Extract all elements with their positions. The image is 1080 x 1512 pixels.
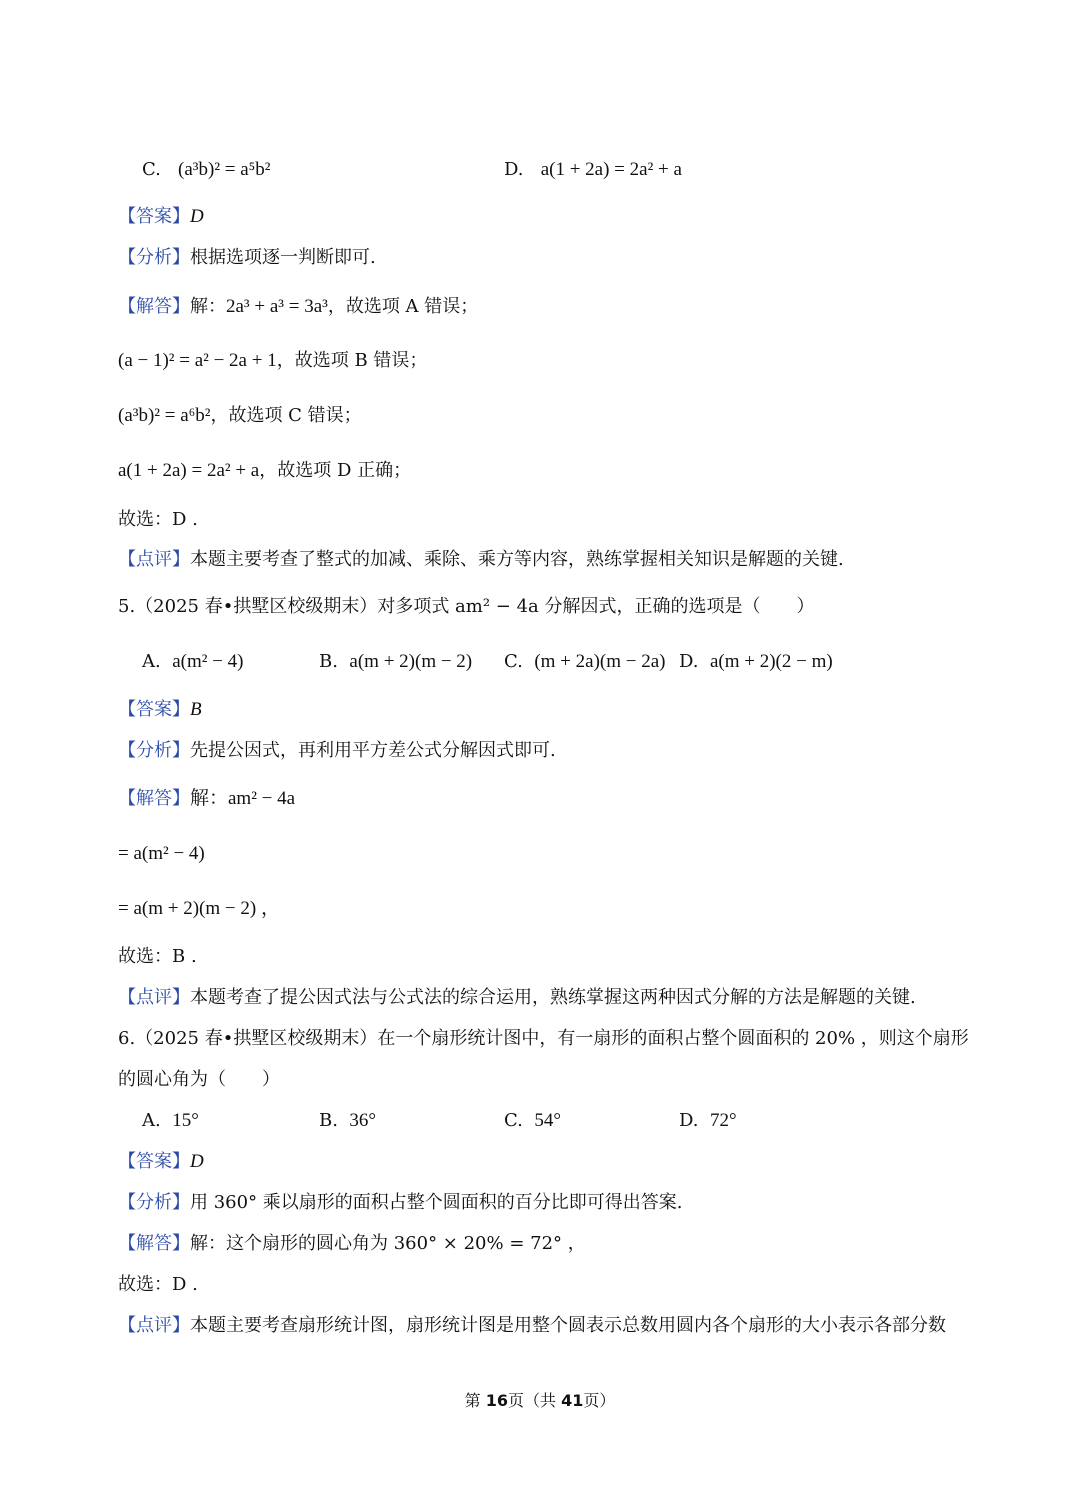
option-math: a(1 + 2a) = 2a² + a bbox=[540, 159, 682, 180]
q5-solution-step-2: = a(m + 2)(m − 2) ， bbox=[118, 898, 280, 919]
option-math: a(m² − 4) bbox=[172, 651, 244, 672]
q6-answer-row bbox=[118, 1148, 204, 1176]
analysis-label: 分析 bbox=[136, 1192, 172, 1213]
bracket: 【 bbox=[118, 296, 136, 317]
q5-option-c bbox=[504, 648, 665, 676]
option-value: 36° bbox=[349, 1110, 377, 1131]
bracket: 【 bbox=[118, 1151, 136, 1172]
comment-text: 本题主要考查了整式的加减、乘除、乘方等内容，熟练掌握相关知识是解题的关键. bbox=[190, 549, 844, 570]
q5-analysis-row bbox=[118, 737, 556, 765]
bracket: 】 bbox=[172, 1233, 190, 1254]
footer-mid: 页（共 bbox=[507, 1391, 562, 1410]
analysis-text: 用 360° 乘以扇形的面积占整个圆面积的百分比即可得出答案. bbox=[190, 1192, 683, 1213]
option-value: 54° bbox=[534, 1110, 561, 1131]
option-letter: C. bbox=[504, 651, 523, 672]
option-letter: D. bbox=[504, 159, 524, 180]
q5-option-d bbox=[679, 648, 833, 676]
option-letter: B. bbox=[319, 651, 338, 672]
solution-math: (a³b)² = a⁶b² bbox=[118, 405, 211, 426]
solution-text: 解：这个扇形的圆心角为 360° × 20% = 72° ， bbox=[190, 1233, 586, 1254]
q5-solution-step-1: = a(m² − 4) bbox=[118, 843, 205, 864]
bracket: 【 bbox=[118, 699, 136, 720]
comment-label: 点评 bbox=[136, 1315, 172, 1336]
bracket: 【 bbox=[118, 247, 136, 268]
answer-value: B bbox=[190, 699, 202, 720]
bracket: 】 bbox=[172, 549, 190, 570]
prev-analysis-row bbox=[118, 244, 376, 272]
bracket: 】 bbox=[172, 296, 190, 317]
answer-label: 答案 bbox=[136, 699, 172, 720]
prev-solution-line-4 bbox=[118, 457, 411, 485]
option-letter: C. bbox=[504, 1110, 523, 1131]
comment-label: 点评 bbox=[136, 987, 172, 1008]
answer-label: 答案 bbox=[136, 1151, 172, 1172]
prev-solution-row bbox=[118, 293, 478, 321]
q5-stem: 5.（2025 春•拱墅区校级期末）对多项式 am² − 4a 分解因式，正确的选项是（ ） bbox=[118, 596, 815, 617]
analysis-label: 分析 bbox=[136, 247, 172, 268]
solution-math: (a − 1)² = a² − 2a + 1 bbox=[118, 350, 277, 371]
answer-value: D bbox=[190, 206, 204, 227]
bracket: 【 bbox=[118, 549, 136, 570]
bracket: 【 bbox=[118, 987, 136, 1008]
bracket: 【 bbox=[118, 788, 136, 809]
q6-option-a bbox=[142, 1107, 199, 1135]
analysis-text: 根据选项逐一判断即可. bbox=[190, 247, 376, 268]
bracket: 】 bbox=[172, 1151, 190, 1172]
solution-text: ，故选项 A 错误； bbox=[327, 296, 479, 317]
solution-text: ，故选项 B 错误； bbox=[276, 350, 428, 371]
bracket: 【 bbox=[118, 206, 136, 227]
comment-label: 点评 bbox=[136, 549, 172, 570]
bracket: 】 bbox=[172, 1315, 190, 1336]
bracket: 】 bbox=[172, 1192, 190, 1213]
q6-conclusion: 故选：D . bbox=[118, 1274, 198, 1295]
option-letter: D. bbox=[679, 1110, 699, 1131]
solution-text: ，故选项 C 错误； bbox=[210, 405, 362, 426]
solution-label: 解答 bbox=[136, 788, 172, 809]
option-math: a(m + 2)(m − 2) bbox=[349, 651, 473, 672]
q5-option-b bbox=[319, 648, 472, 676]
page-footer bbox=[0, 1388, 1080, 1411]
bracket: 】 bbox=[172, 699, 190, 720]
q6-option-c bbox=[504, 1107, 561, 1135]
q6-stem-line-2: 的圆心角为（ ） bbox=[118, 1069, 280, 1090]
prev-comment-row bbox=[118, 546, 844, 574]
q6-stem-line-1: 6.（2025 春•拱墅区校级期末）在一个扇形统计图中，有一扇形的面积占整个圆面积的 20% ，则这个扇形 bbox=[118, 1028, 969, 1049]
solution-math: a(1 + 2a) = 2a² + a bbox=[118, 460, 260, 481]
option-letter: A. bbox=[142, 651, 161, 672]
bracket: 【 bbox=[118, 1315, 136, 1336]
bracket: 】 bbox=[172, 987, 190, 1008]
q6-option-b bbox=[319, 1107, 376, 1135]
option-letter: A. bbox=[142, 1110, 161, 1131]
answer-label: 答案 bbox=[136, 206, 172, 227]
prev-option-c bbox=[142, 156, 270, 184]
prev-solution-line-3 bbox=[118, 402, 362, 430]
analysis-text: 先提公因式，再利用平方差公式分解因式即可. bbox=[190, 740, 556, 761]
bracket: 【 bbox=[118, 1192, 136, 1213]
option-value: 15° bbox=[172, 1110, 199, 1131]
solution-text: ，故选项 D 正确； bbox=[259, 460, 412, 481]
q5-option-a bbox=[142, 648, 243, 676]
solution-label: 解答 bbox=[136, 1233, 172, 1254]
bracket: 】 bbox=[172, 788, 190, 809]
bracket: 【 bbox=[118, 740, 136, 761]
solution-math: 2a³ + a³ = 3a³ bbox=[226, 296, 328, 317]
q6-comment-row bbox=[118, 1312, 946, 1340]
prev-solution-line-2 bbox=[118, 347, 427, 375]
q5-comment-row bbox=[118, 984, 916, 1012]
bracket: 】 bbox=[172, 206, 190, 227]
bracket: 【 bbox=[118, 1233, 136, 1254]
footer-prefix: 第 bbox=[464, 1391, 486, 1410]
comment-text: 本题考查了提公因式法与公式法的综合运用，熟练掌握这两种因式分解的方法是解题的关键. bbox=[190, 987, 916, 1008]
prev-answer-row bbox=[118, 203, 204, 231]
option-math: (m + 2a)(m − 2a) bbox=[534, 651, 666, 672]
option-letter: D. bbox=[679, 651, 699, 672]
q6-analysis-row bbox=[118, 1189, 683, 1217]
option-letter: B. bbox=[319, 1110, 338, 1131]
option-letter: C. bbox=[142, 159, 161, 180]
option-math: a(m + 2)(2 − m) bbox=[709, 651, 833, 672]
page-number: 16 bbox=[485, 1391, 508, 1410]
solution-math: 解：am² − 4a bbox=[190, 788, 296, 809]
comment-text: 本题主要考查扇形统计图，扇形统计图是用整个圆表示总数用圆内各个扇形的大小表示各部分数 bbox=[190, 1315, 946, 1336]
footer-suffix: 页） bbox=[583, 1391, 616, 1410]
q5-conclusion: 故选：B . bbox=[118, 946, 197, 967]
analysis-label: 分析 bbox=[136, 740, 172, 761]
total-pages: 41 bbox=[561, 1391, 584, 1410]
option-math: (a³b)² = a⁵b² bbox=[178, 159, 271, 180]
answer-value: D bbox=[190, 1151, 204, 1172]
solution-prefix: 解： bbox=[190, 296, 226, 317]
q5-answer-row bbox=[118, 696, 202, 724]
prev-conclusion: 故选：D . bbox=[118, 509, 198, 530]
option-value: 72° bbox=[709, 1110, 737, 1131]
bracket: 】 bbox=[172, 247, 190, 268]
solution-label: 解答 bbox=[136, 296, 172, 317]
q6-option-d bbox=[679, 1107, 737, 1135]
bracket: 】 bbox=[172, 740, 190, 761]
prev-option-d bbox=[504, 156, 682, 184]
q5-solution-row bbox=[118, 785, 295, 813]
q6-solution-row bbox=[118, 1230, 586, 1258]
